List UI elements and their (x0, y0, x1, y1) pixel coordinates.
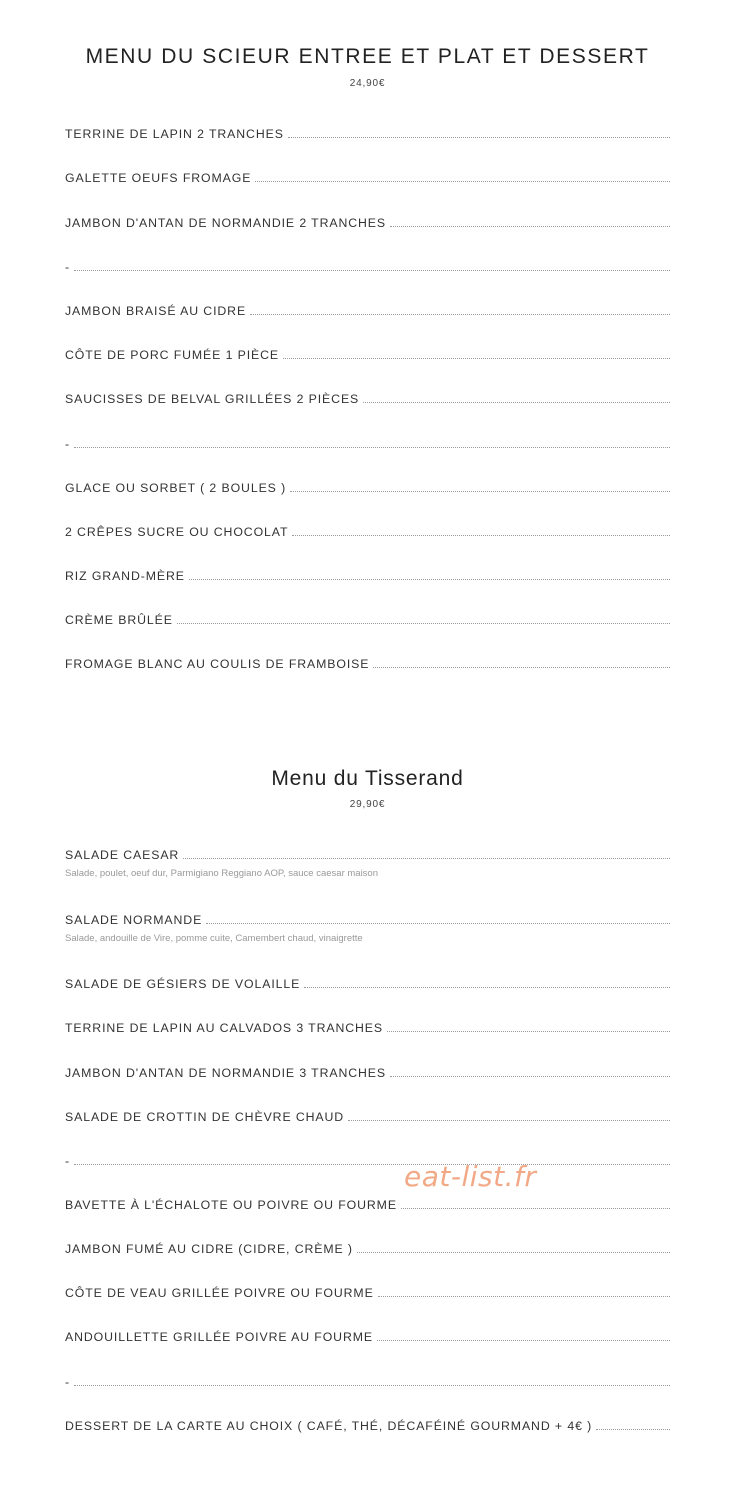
item-name: SALADE CAESAR (65, 848, 180, 862)
item-name: CÔTE DE PORC FUMÉE 1 PIÈCE (65, 348, 280, 362)
dotted-leader (378, 1296, 670, 1297)
menu-item (65, 976, 670, 992)
dotted-leader (304, 987, 670, 988)
menu-title: Menu du Tisserand (271, 767, 464, 790)
menu-item (65, 847, 670, 879)
item-description: Salade, andouille de Vire, pomme cuite, Camembert chaud, vinaigrette (65, 933, 363, 944)
item-name: JAMBON BRAISÉ AU CIDRE (65, 304, 247, 318)
dotted-leader (363, 402, 670, 403)
dotted-leader (290, 491, 670, 492)
menu-item (65, 1329, 670, 1345)
dotted-leader (255, 181, 670, 182)
dotted-leader (377, 1340, 670, 1341)
item-name: CRÈME BRÛLÉE (65, 613, 173, 627)
dotted-leader (373, 667, 670, 668)
dotted-leader (390, 1076, 670, 1077)
menu-item (65, 656, 670, 672)
dotted-leader (74, 447, 670, 448)
menu-price: 24,90€ (349, 78, 386, 89)
menu-item (65, 524, 670, 540)
dotted-leader (74, 1385, 670, 1386)
dotted-leader (357, 1252, 670, 1253)
menu-item (65, 436, 670, 452)
dotted-leader (288, 137, 670, 138)
menu-item (65, 1109, 670, 1125)
item-name: - (65, 260, 70, 274)
item-name: BAVETTE À L'ÉCHALOTE OU POIVRE OU FOURME (65, 1198, 397, 1212)
item-name: SALADE NORMANDE (65, 913, 203, 927)
menu-item (65, 568, 670, 584)
dotted-leader (292, 535, 670, 536)
dotted-leader (206, 923, 670, 924)
item-name: JAMBON D'ANTAN DE NORMANDIE 3 TRANCHES (65, 1066, 387, 1080)
menu-item (65, 1153, 670, 1169)
menu-item (65, 1197, 670, 1213)
dotted-leader (189, 579, 670, 580)
item-name: - (65, 437, 70, 451)
dotted-leader (348, 1120, 670, 1121)
menu-item (65, 391, 670, 407)
menu-item (65, 215, 670, 231)
dotted-leader (74, 270, 670, 271)
dotted-leader (390, 226, 670, 227)
item-name: JAMBON FUMÉ AU CIDRE (CIDRE, CRÈME ) (65, 1242, 353, 1256)
menu-title: MENU DU SCIEUR ENTREE ET PLAT ET DESSERT (85, 45, 650, 68)
menu-item (65, 1241, 670, 1257)
dotted-leader (401, 1208, 670, 1209)
dotted-leader (183, 858, 670, 859)
item-name: ANDOUILLETTE GRILLÉE POIVRE AU FOURME (65, 1330, 373, 1344)
item-name: SAUCISSES DE BELVAL GRILLÉES 2 PIÈCES (65, 392, 360, 406)
item-name: TERRINE DE LAPIN AU CALVADOS 3 TRANCHES (65, 1021, 383, 1035)
menu-item (65, 259, 670, 275)
item-description: Salade, poulet, oeuf dur, Parmigiano Reggiano AOP, sauce caesar maison (65, 868, 378, 879)
dotted-leader (177, 623, 670, 624)
dotted-leader (283, 358, 670, 359)
menu-item (65, 1285, 670, 1301)
item-name: 2 CRÊPES SUCRE OU CHOCOLAT (65, 525, 289, 539)
item-name: FROMAGE BLANC AU COULIS DE FRAMBOISE (65, 657, 370, 671)
menu-price: 29,90€ (349, 799, 386, 810)
menu-item (65, 1418, 670, 1434)
menu-item (65, 1020, 670, 1036)
menu-item (65, 480, 670, 496)
menu-item (65, 612, 670, 628)
item-name: - (65, 1375, 70, 1389)
dotted-leader (74, 1164, 670, 1165)
item-name: JAMBON D'ANTAN DE NORMANDIE 2 TRANCHES (65, 216, 387, 230)
item-name: RIZ GRAND-MÈRE (65, 569, 185, 583)
item-name: CÔTE DE VEAU GRILLÉE POIVRE OU FOURME (65, 1286, 374, 1300)
dotted-leader (387, 1031, 670, 1032)
item-name: SALADE DE CROTTIN DE CHÈVRE CHAUD (65, 1110, 345, 1124)
menu-item (65, 912, 670, 944)
item-name: GLACE OU SORBET ( 2 BOULES ) (65, 481, 287, 495)
dotted-leader (596, 1429, 670, 1430)
watermark: eat-list.fr (404, 1160, 537, 1193)
menu-item (65, 126, 670, 142)
menu-item (65, 347, 670, 363)
menu-item (65, 303, 670, 319)
menu-item (65, 1065, 670, 1081)
item-name: - (65, 1154, 70, 1168)
item-name: DESSERT DE LA CARTE AU CHOIX ( CAFÉ, THÉ, DÉCAFÉINÉ GOURMAND + 4€ ) (65, 1419, 593, 1433)
dotted-leader (250, 314, 670, 315)
item-name: SALADE DE GÉSIERS DE VOLAILLE (65, 977, 301, 991)
item-name: TERRINE DE LAPIN 2 TRANCHES (65, 127, 284, 141)
menu-item (65, 170, 670, 186)
menu-item (65, 1374, 670, 1390)
item-name: GALETTE OEUFS FROMAGE (65, 171, 252, 185)
